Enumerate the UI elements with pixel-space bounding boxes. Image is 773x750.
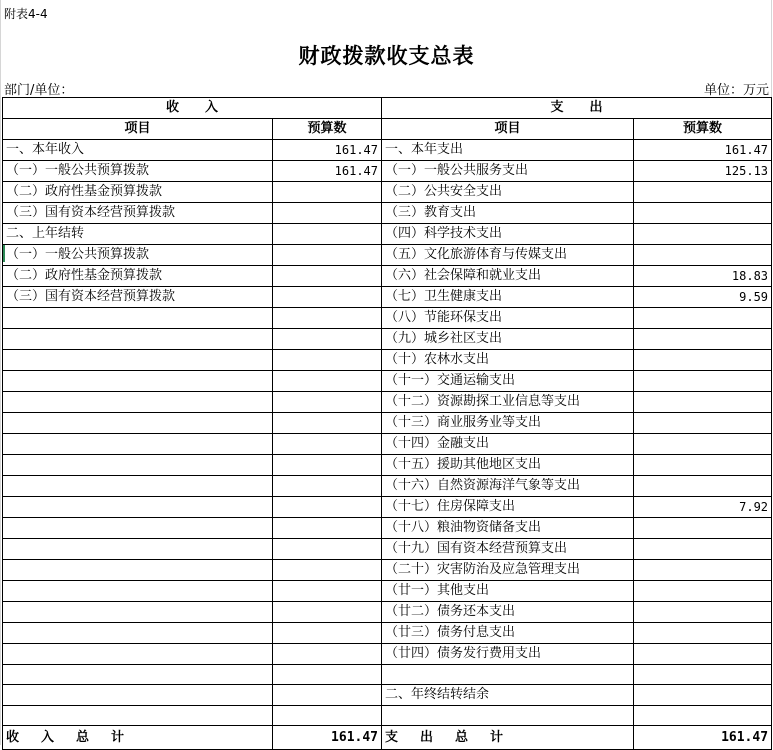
expense-item-cell[interactable]: （一）一般公共服务支出 xyxy=(382,161,634,182)
table-row xyxy=(3,518,772,539)
unit-label[interactable]: 单位：万元 xyxy=(703,83,769,98)
expense-item-cell[interactable]: （四）科学技术支出 xyxy=(382,224,634,245)
expense-item-header[interactable]: 项目 xyxy=(382,119,634,140)
income-amount-cell[interactable] xyxy=(273,560,382,581)
income-amount-cell[interactable] xyxy=(273,644,382,665)
income-item-cell[interactable] xyxy=(3,392,273,413)
expense-amount-cell[interactable] xyxy=(634,602,772,623)
expense-amount-cell[interactable]: 125.13 xyxy=(634,161,772,182)
budget-table xyxy=(2,97,772,750)
income-amount-cell[interactable] xyxy=(273,665,382,685)
expense-item-cell[interactable]: （廿一）其他支出 xyxy=(382,581,634,602)
expense-amount-cell[interactable] xyxy=(634,560,772,581)
expense-amount-cell[interactable] xyxy=(634,182,772,203)
table-row xyxy=(3,539,772,560)
income-amount-cell[interactable] xyxy=(273,581,382,602)
expense-amount-cell[interactable]: 18.83 xyxy=(634,266,772,287)
income-amount-cell[interactable] xyxy=(273,623,382,644)
income-item-cell[interactable] xyxy=(3,602,273,623)
expense-item-cell[interactable]: （十五）援助其他地区支出 xyxy=(382,455,634,476)
income-amount-cell[interactable] xyxy=(273,602,382,623)
income-amount-header[interactable]: 预算数 xyxy=(273,119,382,140)
income-amount-cell[interactable] xyxy=(273,350,382,371)
expense-item-cell[interactable]: 二、年终结转结余 xyxy=(382,685,634,706)
income-item-cell[interactable] xyxy=(3,308,273,329)
income-amount-cell[interactable] xyxy=(273,266,382,287)
income-amount-cell[interactable] xyxy=(273,476,382,497)
income-item-cell[interactable]: （三）国有资本经营预算拨款 xyxy=(3,203,273,224)
page-title[interactable]: 财政拨款收支总表 xyxy=(298,43,475,68)
income-item-cell[interactable] xyxy=(3,497,273,518)
expense-item-cell[interactable]: （十三）商业服务业等支出 xyxy=(382,413,634,434)
income-item-cell[interactable] xyxy=(3,685,273,706)
income-item-cell[interactable]: （一）一般公共预算拨款 xyxy=(3,245,273,266)
expense-item-cell[interactable]: （三）教育支出 xyxy=(382,203,634,224)
income-item-cell[interactable] xyxy=(3,581,273,602)
income-item-cell[interactable] xyxy=(3,455,273,476)
income-amount-cell[interactable] xyxy=(273,706,382,726)
section-header-row xyxy=(3,98,772,119)
income-total-amount[interactable]: 161.47 xyxy=(273,726,382,750)
expense-item-cell[interactable]: （廿三）债务付息支出 xyxy=(382,623,634,644)
income-amount-cell[interactable] xyxy=(273,539,382,560)
expense-amount-cell[interactable] xyxy=(634,329,772,350)
table-row xyxy=(3,371,772,392)
income-item-cell[interactable] xyxy=(3,413,273,434)
table-row xyxy=(3,665,772,685)
expense-total-label[interactable]: 支出总计 xyxy=(382,726,634,750)
table-row xyxy=(3,392,772,413)
expense-section-header[interactable]: 支 出 xyxy=(382,98,772,119)
expense-item-cell[interactable]: （八）节能环保支出 xyxy=(382,308,634,329)
expense-amount-cell[interactable] xyxy=(634,245,772,266)
expense-item-cell[interactable] xyxy=(382,665,634,685)
income-item-cell[interactable]: （三）国有资本经营预算拨款 xyxy=(3,287,273,308)
expense-amount-cell[interactable] xyxy=(634,350,772,371)
department-label[interactable]: 部门/单位： xyxy=(4,83,74,98)
total-row xyxy=(3,726,772,750)
income-amount-cell[interactable] xyxy=(273,182,382,203)
income-amount-cell[interactable]: 161.47 xyxy=(273,140,382,161)
expense-item-cell[interactable]: （五）文化旅游体育与传媒支出 xyxy=(382,245,634,266)
income-amount-cell[interactable] xyxy=(273,497,382,518)
table-row xyxy=(3,140,772,161)
table-row xyxy=(3,203,772,224)
expense-amount-cell[interactable] xyxy=(634,203,772,224)
sheet-gridline-left xyxy=(0,0,1,745)
income-amount-cell[interactable] xyxy=(273,455,382,476)
table-row xyxy=(3,476,772,497)
income-item-cell[interactable] xyxy=(3,665,273,685)
income-amount-cell[interactable] xyxy=(273,287,382,308)
expense-item-cell[interactable]: （十一）交通运输支出 xyxy=(382,371,634,392)
expense-amount-cell[interactable] xyxy=(634,308,772,329)
expense-amount-cell[interactable]: 7.92 xyxy=(634,497,772,518)
expense-item-cell[interactable]: （七）卫生健康支出 xyxy=(382,287,634,308)
expense-item-cell[interactable] xyxy=(382,706,634,726)
expense-amount-header[interactable]: 预算数 xyxy=(634,119,772,140)
expense-amount-cell[interactable] xyxy=(634,539,772,560)
expense-amount-cell[interactable]: 9.59 xyxy=(634,287,772,308)
table-row xyxy=(3,623,772,644)
income-amount-cell[interactable] xyxy=(273,329,382,350)
income-item-cell[interactable]: （一）一般公共预算拨款 xyxy=(3,161,273,182)
income-amount-cell[interactable] xyxy=(273,308,382,329)
table-row xyxy=(3,350,772,371)
table-row xyxy=(3,560,772,581)
expense-amount-cell[interactable] xyxy=(634,224,772,245)
expense-item-cell[interactable]: （廿四）债务发行费用支出 xyxy=(382,644,634,665)
expense-item-cell[interactable]: （六）社会保障和就业支出 xyxy=(382,266,634,287)
table-row xyxy=(3,224,772,245)
income-item-cell[interactable] xyxy=(3,434,273,455)
expense-item-cell[interactable]: （十）农林水支出 xyxy=(382,350,634,371)
income-item-cell[interactable] xyxy=(3,623,273,644)
table-row xyxy=(3,706,772,726)
income-amount-cell[interactable] xyxy=(273,371,382,392)
income-amount-cell[interactable] xyxy=(273,434,382,455)
expense-item-cell[interactable]: （九）城乡社区支出 xyxy=(382,329,634,350)
income-item-header[interactable]: 项目 xyxy=(3,119,273,140)
table-row xyxy=(3,413,772,434)
income-item-cell[interactable] xyxy=(3,539,273,560)
column-header-row xyxy=(3,119,772,140)
expense-item-cell[interactable]: 一、本年支出 xyxy=(382,140,634,161)
income-item-cell[interactable] xyxy=(3,560,273,581)
expense-amount-cell[interactable] xyxy=(634,706,772,726)
expense-item-cell[interactable]: （二）公共安全支出 xyxy=(382,182,634,203)
income-amount-cell[interactable] xyxy=(273,685,382,706)
expense-amount-cell[interactable] xyxy=(634,413,772,434)
table-row xyxy=(3,434,772,455)
expense-amount-cell[interactable] xyxy=(634,581,772,602)
income-item-cell[interactable]: 二、上年结转 xyxy=(3,224,273,245)
income-item-cell[interactable]: （二）政府性基金预算拨款 xyxy=(3,266,273,287)
income-item-cell[interactable] xyxy=(3,644,273,665)
expense-amount-cell[interactable]: 161.47 xyxy=(634,140,772,161)
table-row xyxy=(3,266,772,287)
income-item-cell[interactable] xyxy=(3,350,273,371)
expense-amount-cell[interactable] xyxy=(634,644,772,665)
income-amount-cell[interactable] xyxy=(273,413,382,434)
cell-selection-marker xyxy=(3,245,5,262)
expense-item-cell[interactable]: （二十）灾害防治及应急管理支出 xyxy=(382,560,634,581)
income-amount-cell[interactable] xyxy=(273,203,382,224)
table-row xyxy=(3,245,772,266)
income-amount-cell[interactable] xyxy=(273,392,382,413)
expense-amount-cell[interactable] xyxy=(634,455,772,476)
expense-item-cell[interactable]: （十四）金融支出 xyxy=(382,434,634,455)
table-row xyxy=(3,644,772,665)
expense-amount-cell[interactable] xyxy=(634,665,772,685)
table-row xyxy=(3,497,772,518)
expense-amount-cell[interactable] xyxy=(634,371,772,392)
expense-amount-cell[interactable] xyxy=(634,518,772,539)
income-amount-cell[interactable]: 161.47 xyxy=(273,161,382,182)
expense-amount-cell[interactable] xyxy=(634,476,772,497)
table-row xyxy=(3,329,772,350)
table-row xyxy=(3,308,772,329)
income-item-cell[interactable] xyxy=(3,476,273,497)
table-row xyxy=(3,685,772,706)
expense-amount-cell[interactable] xyxy=(634,623,772,644)
income-amount-cell[interactable] xyxy=(273,518,382,539)
expense-item-cell[interactable]: （十二）资源勘探工业信息等支出 xyxy=(382,392,634,413)
expense-item-cell[interactable]: （十七）住房保障支出 xyxy=(382,497,634,518)
income-total-label[interactable]: 收入总计 xyxy=(3,726,273,750)
expense-amount-cell[interactable] xyxy=(634,392,772,413)
expense-item-cell[interactable]: （十六）自然资源海洋气象等支出 xyxy=(382,476,634,497)
expense-item-cell[interactable]: （十九）国有资本经营预算支出 xyxy=(382,539,634,560)
table-row xyxy=(3,161,772,182)
expense-amount-cell[interactable] xyxy=(634,434,772,455)
income-amount-cell[interactable] xyxy=(273,245,382,266)
table-row xyxy=(3,182,772,203)
table-row xyxy=(3,602,772,623)
income-item-cell[interactable] xyxy=(3,706,273,726)
income-item-cell[interactable]: （二）政府性基金预算拨款 xyxy=(3,182,273,203)
income-item-cell[interactable] xyxy=(3,371,273,392)
income-item-cell[interactable]: 一、本年收入 xyxy=(3,140,273,161)
expense-total-amount[interactable]: 161.47 xyxy=(634,726,772,750)
income-item-cell[interactable] xyxy=(3,329,273,350)
table-row xyxy=(3,455,772,476)
expense-item-cell[interactable]: （廿二）债务还本支出 xyxy=(382,602,634,623)
table-row xyxy=(3,581,772,602)
income-item-cell[interactable] xyxy=(3,518,273,539)
attachment-label[interactable]: 附表4-4 xyxy=(4,7,48,21)
table-row xyxy=(3,287,772,308)
income-section-header[interactable]: 收 入 xyxy=(3,98,382,119)
income-amount-cell[interactable] xyxy=(273,224,382,245)
expense-amount-cell[interactable] xyxy=(634,685,772,706)
expense-item-cell[interactable]: （十八）粮油物资储备支出 xyxy=(382,518,634,539)
